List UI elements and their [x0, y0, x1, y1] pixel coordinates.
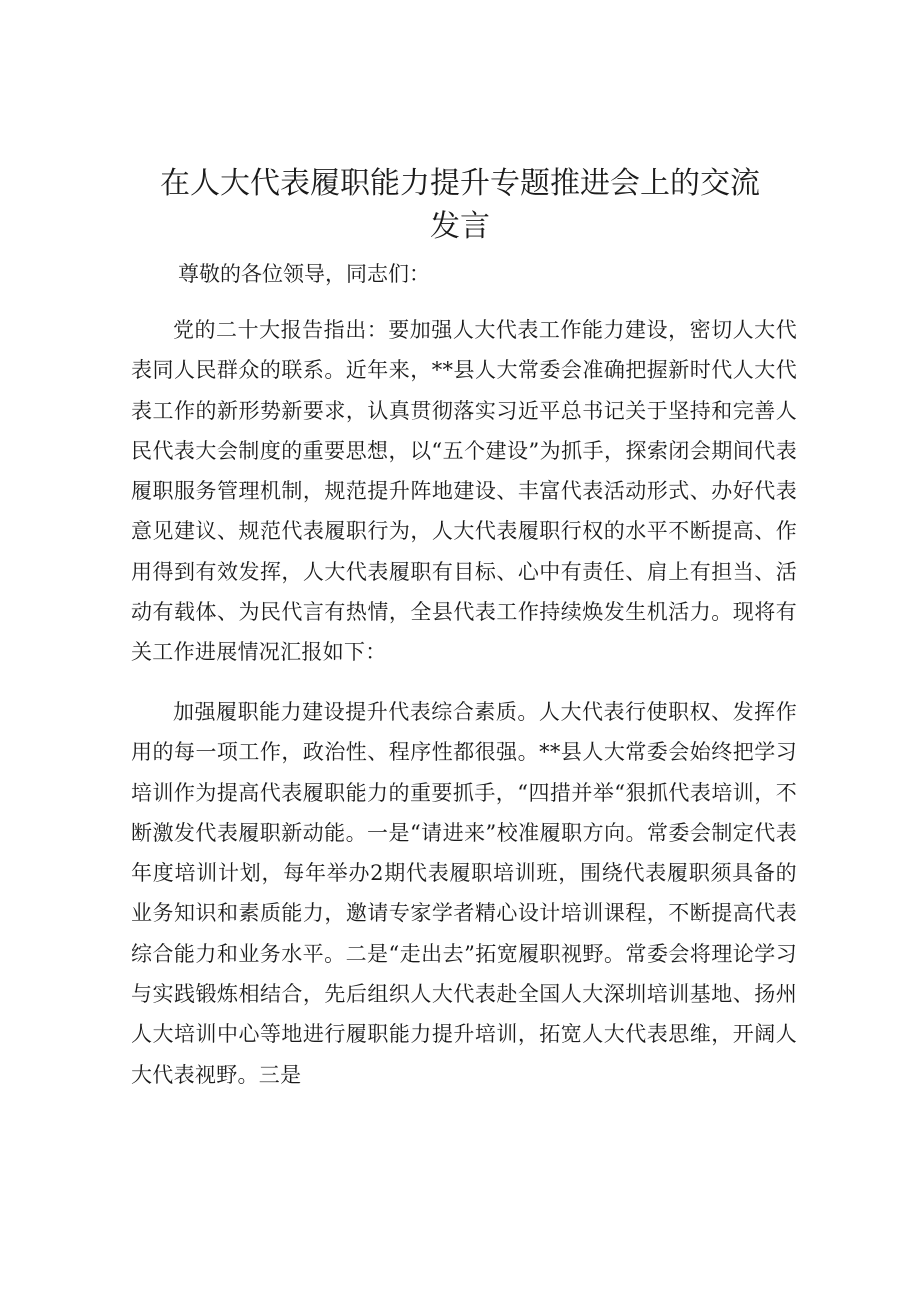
body-paragraph: 党的二十大报告指出：要加强人大代表工作能力建设，密切人大代表同人民群众的联系。近年来，**县人大常委会准确把握新时代人大代表工作的新形势新要求，认真贯彻落实习近平总书记关于坚持和完善人民代表大会制度的重要思想，以“五个建设”为抓手，探索闭会期间代表履职服务管理机制，规范提升阵地建设、丰富代表活动形式、办好代表意见建议、规范代表履职行为，人大代表履职行权的水平不断提高、作用得到有效发挥，人大代表履职有目标、心中有责任、肩上有担当、活动有载体、为民代言有热情，全县代表工作持续焕发生机活力。现将有关工作进展情况汇报如下： [131, 318, 797, 665]
page-title: 在人大代表履职能力提升专题推进会上的交流发言 [160, 166, 760, 244]
salutation: 尊敬的各位领导，同志们： [178, 262, 430, 286]
body-paragraph: 加强履职能力建设提升代表综合素质。人大代表行使职权、发挥作用的每一项工作，政治性、程序性都很强。**县人大常委会始终把学习培训作为提高代表履职能力的重要抓手，“四措并举“狠抓代表培训，不断激发代表履职新动能。一是“请进来”校准履职方向。常委会制定代表年度培训计划，每年举办2期代表履职培训班，围绕代表履职须具备的业务知识和素质能力，邀请专家学者精心设计培训课程，不断提高代表综合能力和业务水平。二是“走出去”拓宽履职视野。常委会将理论学习与实践锻炼相结合，先后组织人大代表赴全国人大深圳培训基地、扬州人大培训中心等地进行履职能力提升培训，拓宽人大代表思维，开阔人大代表视野。三是 [131, 700, 797, 1087]
